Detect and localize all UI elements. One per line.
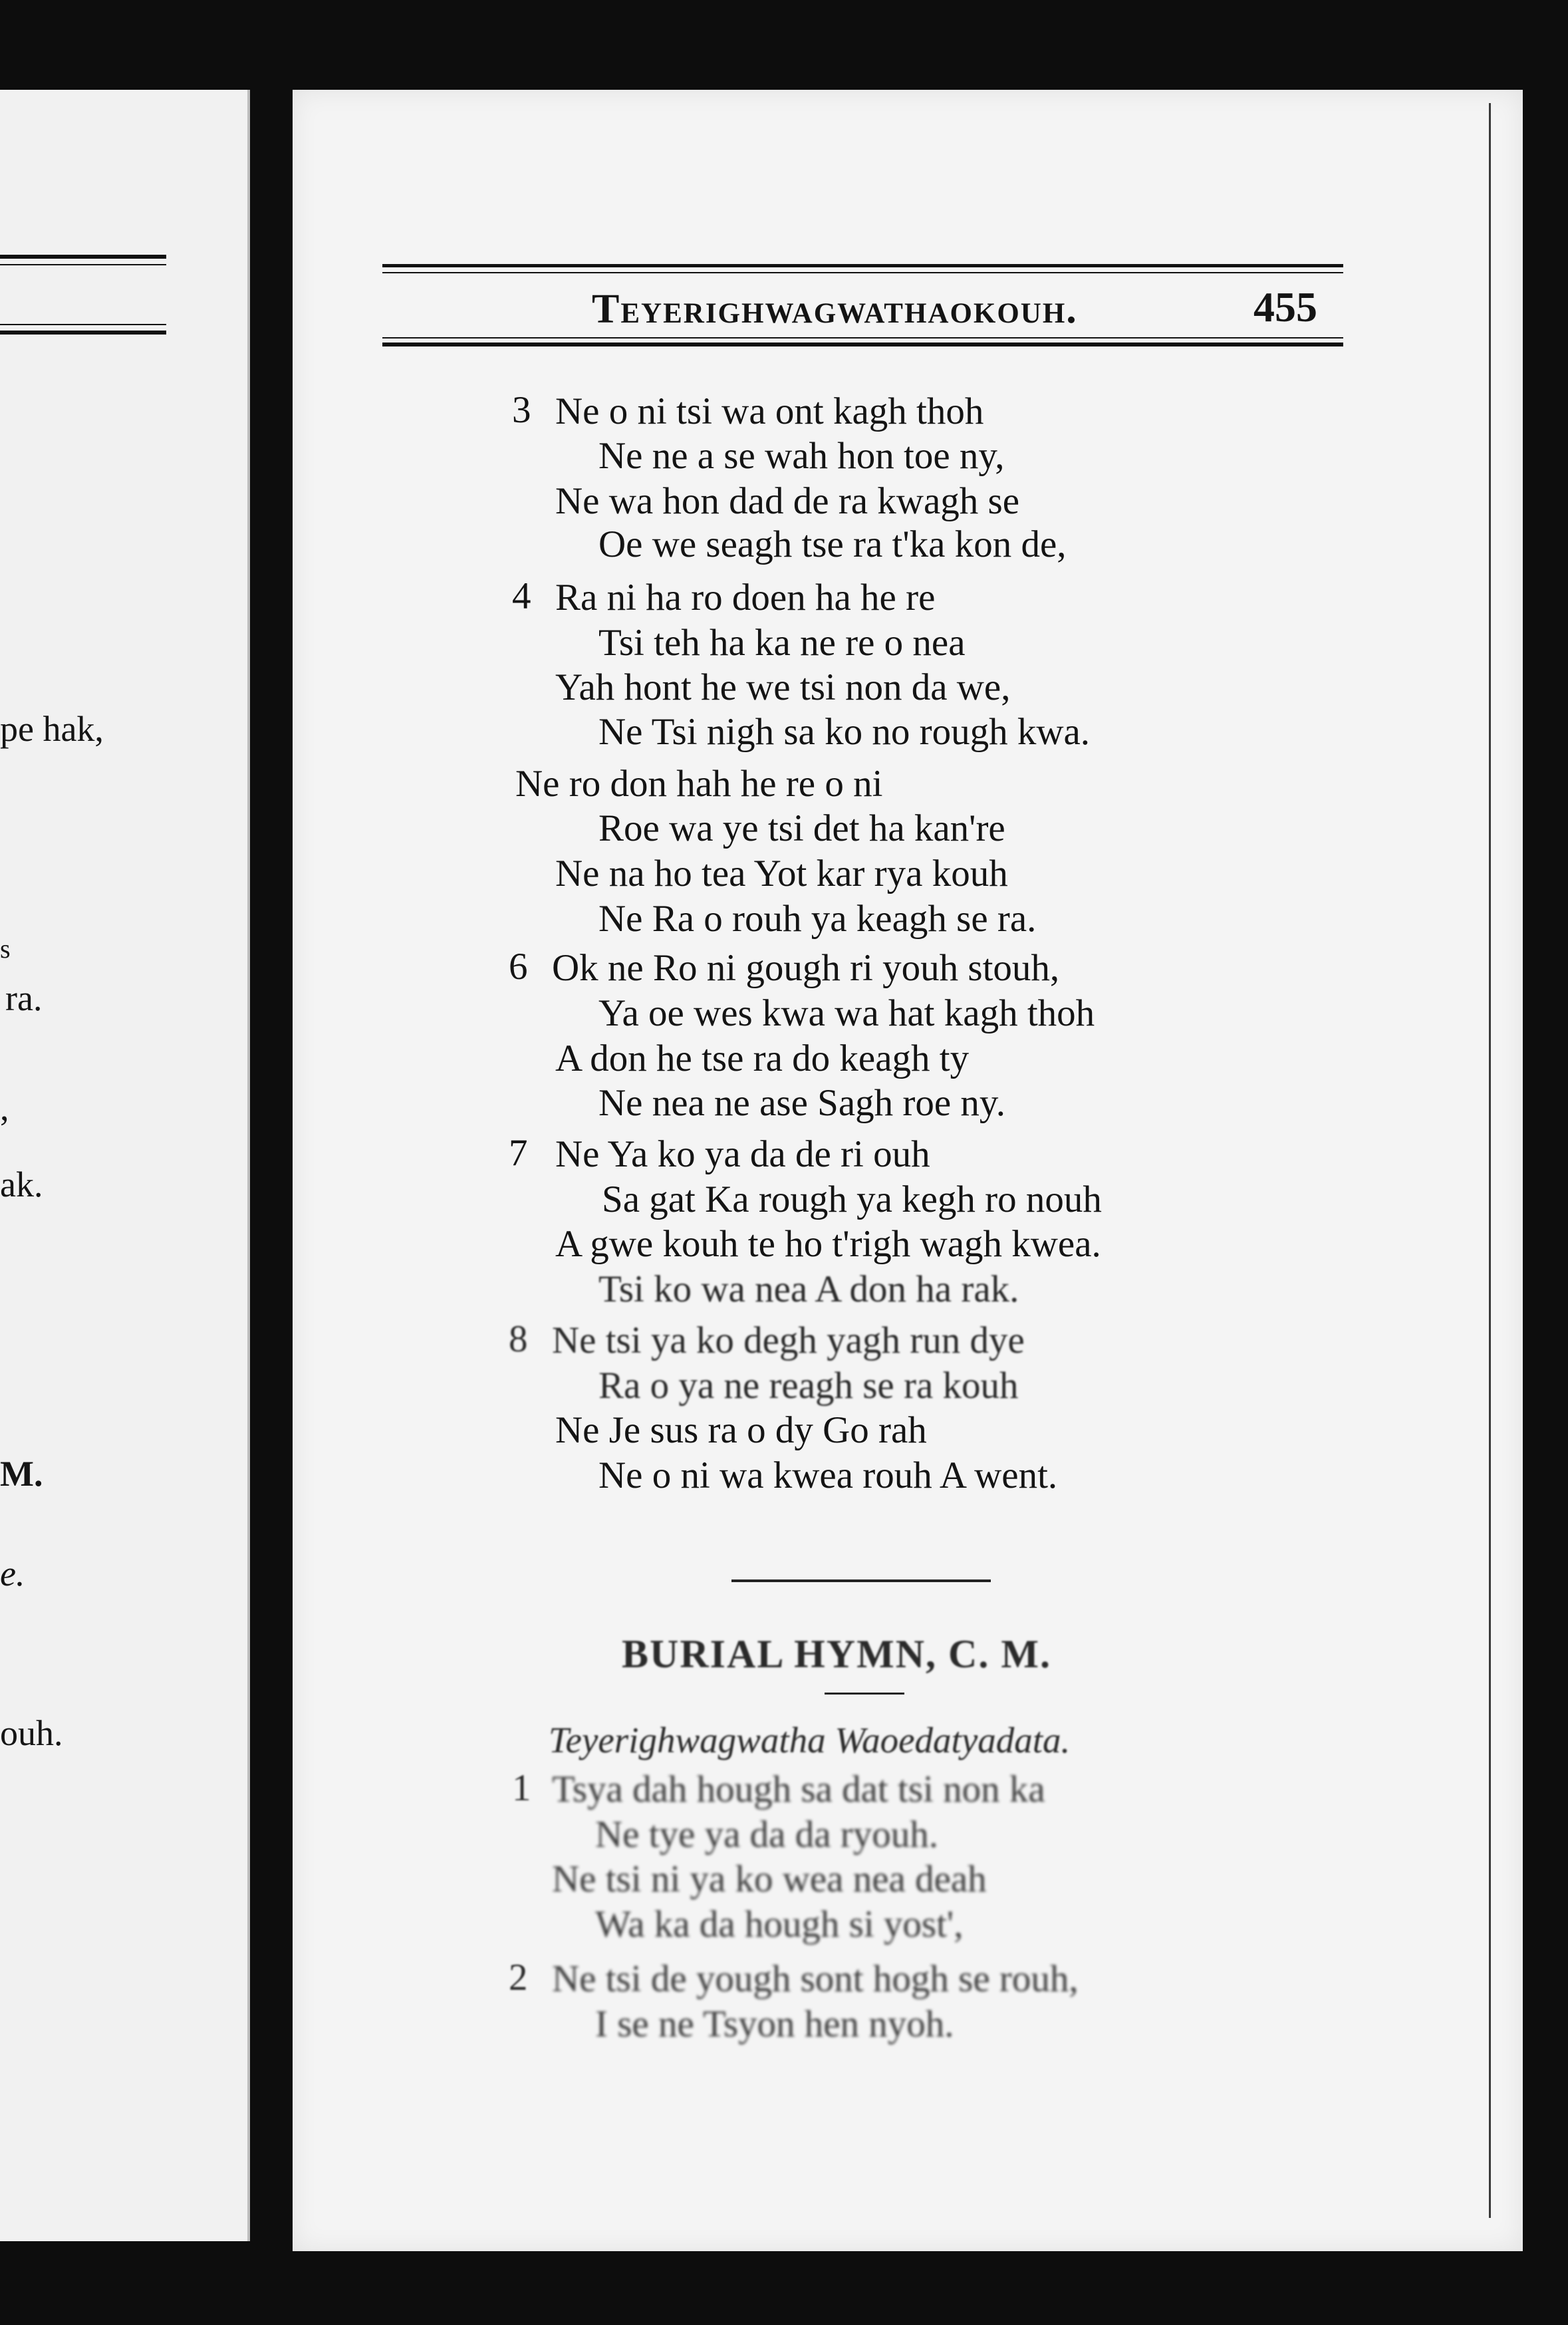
verse-line: Tsi teh ha ka ne re o nea — [598, 622, 966, 664]
header-rule-top-thin — [382, 272, 1343, 273]
verse-line: Ne Ra o rouh ya keagh se ra. — [598, 898, 1037, 940]
verse-line: Sa gat Ka rough ya kegh ro nouh — [602, 1178, 1102, 1220]
running-header-title: Teyerighwagwathaokouh. — [592, 287, 1078, 332]
header-rule-bottom-thin — [382, 337, 1343, 339]
verse-line: Ne tye ya da da ryouh. — [595, 1814, 938, 1855]
left-header-rule-top — [0, 255, 166, 259]
left-fragment: M. — [0, 1454, 43, 1494]
header-rule-top — [382, 264, 1343, 267]
title-separator — [825, 1693, 904, 1695]
stanza-number: 7 — [509, 1132, 528, 1174]
left-fragment: , — [0, 1088, 9, 1128]
left-fragment: ouh. — [0, 1713, 63, 1753]
page-number: 455 — [1253, 283, 1317, 331]
stanza-number: 2 — [509, 1957, 528, 1998]
verse-line: Ne Je sus ra o dy Go rah — [555, 1409, 927, 1451]
verse-line: Ne tsi ni ya ko wea nea deah — [552, 1858, 987, 1900]
hymn-title: BURIAL HYMN, C. M. — [622, 1632, 1051, 1676]
left-facing-page — [0, 90, 250, 2241]
verse-line: Ra o ya ne reagh se ra kouh — [598, 1365, 1019, 1407]
verse-line: Wa ka da hough si yost', — [595, 1903, 964, 1945]
stanza-number: 4 — [512, 575, 531, 617]
verse-line: Ne nea ne ase Sagh roe ny. — [598, 1082, 1005, 1124]
left-header-rule-bottom-thin — [0, 324, 166, 325]
verse-line: A gwe kouh te ho t'righ wagh kwea. — [555, 1223, 1101, 1265]
verse-line: Ne ro don hah he re o ni — [515, 763, 883, 805]
verse-line: A don he tse ra do keagh ty — [555, 1037, 970, 1079]
verse-line: Ne o ni tsi wa ont kagh thoh — [555, 390, 984, 432]
section-separator — [731, 1579, 991, 1582]
verse-line: Ne o ni wa kwea rouh A went. — [598, 1454, 1058, 1496]
hymn-subtitle: Teyerighwagwatha Waoedatyadata. — [549, 1720, 1071, 1760]
stanza-number: 6 — [509, 946, 528, 988]
stanza-number: 8 — [509, 1318, 528, 1360]
verse-line: Roe wa ye tsi det ha kan're — [598, 807, 1005, 849]
left-fragment: ak. — [0, 1164, 43, 1204]
stanza-number: 1 — [512, 1767, 531, 1809]
left-header-rule-bottom — [0, 331, 166, 335]
verse-line: Yah hont he we tsi non da we, — [555, 666, 1011, 708]
left-fragment: ra. — [5, 978, 43, 1018]
left-fragment: s — [0, 934, 11, 964]
verse-line: Ne Tsi nigh sa ko no rough kwa. — [598, 711, 1091, 753]
verse-line: Ne tsi ya ko degh yagh run dye — [552, 1319, 1025, 1361]
verse-line: Ya oe wes kwa wa hat kagh thoh — [598, 992, 1095, 1034]
verse-line: Tsya dah hough sa dat tsi non ka — [552, 1768, 1045, 1810]
verse-line: Ne Ya ko ya da de ri ouh — [555, 1133, 930, 1175]
verse-line: Ne na ho tea Yot kar rya kouh — [555, 853, 1008, 894]
stanza-number: 3 — [512, 389, 531, 431]
left-fragment: pe hak, — [0, 709, 104, 749]
verse-line: Ra ni ha ro doen ha he re — [555, 577, 936, 618]
verse-line: Tsi ko wa nea A don ha rak. — [598, 1268, 1019, 1310]
verse-line: Ok ne Ro ni gough ri youh stouh, — [552, 947, 1060, 989]
verse-line: Ne wa hon dad de ra kwagh se — [555, 480, 1019, 522]
header-rule-bottom — [382, 342, 1343, 346]
left-fragment: e. — [0, 1554, 25, 1593]
verse-line: Ne tsi de yough sont hogh se rouh, — [552, 1958, 1079, 2000]
page-edge-line — [1489, 103, 1491, 2218]
verse-line: Oe we seagh tse ra t'ka kon de, — [598, 523, 1067, 565]
verse-line: I se ne Tsyon hen nyoh. — [595, 2003, 954, 2045]
book-page — [293, 90, 1523, 2251]
left-header-rule-thin — [0, 264, 166, 265]
verse-line: Ne ne a se wah hon toe ny, — [598, 435, 1005, 477]
